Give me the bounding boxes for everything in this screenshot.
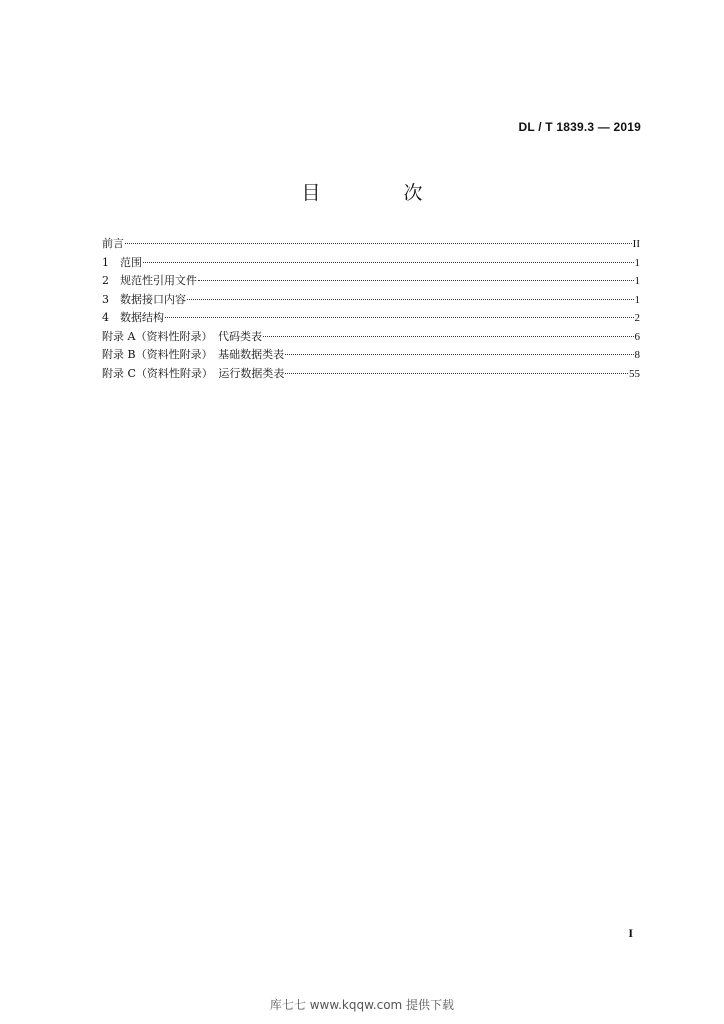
- toc-entry-appendix-a[interactable]: [102, 328, 640, 347]
- toc-entry-label: 前言: [102, 237, 124, 250]
- toc-leader: [263, 336, 634, 337]
- toc-entry-page: 1: [634, 293, 640, 306]
- toc-leader: [285, 354, 633, 355]
- toc-entry-page: 8: [634, 349, 640, 361]
- toc-entry-data-structure[interactable]: [102, 309, 640, 328]
- toc-entry-label: 4 数据结构: [102, 311, 164, 324]
- toc-entry-label: 1 范围: [102, 255, 142, 269]
- toc-leader: [125, 243, 632, 244]
- toc-leader: [198, 280, 634, 281]
- toc-entry-page: II: [632, 238, 640, 250]
- toc-entry-page: 2: [634, 312, 640, 324]
- download-watermark: 库七七 www.kqqw.com 提供下载: [269, 998, 455, 1012]
- toc-entry-page: 1: [634, 256, 640, 269]
- toc-leader: [187, 299, 634, 300]
- toc-entry-data-interface[interactable]: [102, 291, 640, 310]
- toc-entry-label: 附录 A（资料性附录） 代码类表: [102, 329, 262, 343]
- toc-leader: [285, 373, 628, 374]
- toc-entry-label: 附录 C（资料性附录） 运行数据类表: [102, 366, 285, 380]
- toc-entry-page: 6: [634, 330, 640, 343]
- toc-entry-preface[interactable]: [102, 235, 640, 254]
- standard-code: DL / T 1839.3 — 2019: [518, 120, 641, 134]
- toc-leader: [165, 317, 634, 318]
- toc-entry-appendix-c[interactable]: [102, 365, 640, 384]
- toc-entry-label: 2 规范性引用文件: [102, 274, 197, 287]
- toc-entry-scope[interactable]: [102, 254, 640, 273]
- toc-entry-normative-references[interactable]: [102, 272, 640, 291]
- toc-entry-label: 附录 B（资料性附录） 基础数据类表: [102, 348, 285, 361]
- toc-leader: [143, 262, 634, 263]
- toc-entry-label: 3 数据接口内容: [102, 292, 186, 306]
- page-title: 目 次: [301, 182, 455, 204]
- toc-entry-page: 55: [629, 367, 640, 380]
- table-of-contents: [102, 235, 640, 383]
- toc-entry-page: 1: [634, 275, 640, 287]
- page-number: I: [628, 926, 633, 940]
- toc-entry-appendix-b[interactable]: [102, 346, 640, 365]
